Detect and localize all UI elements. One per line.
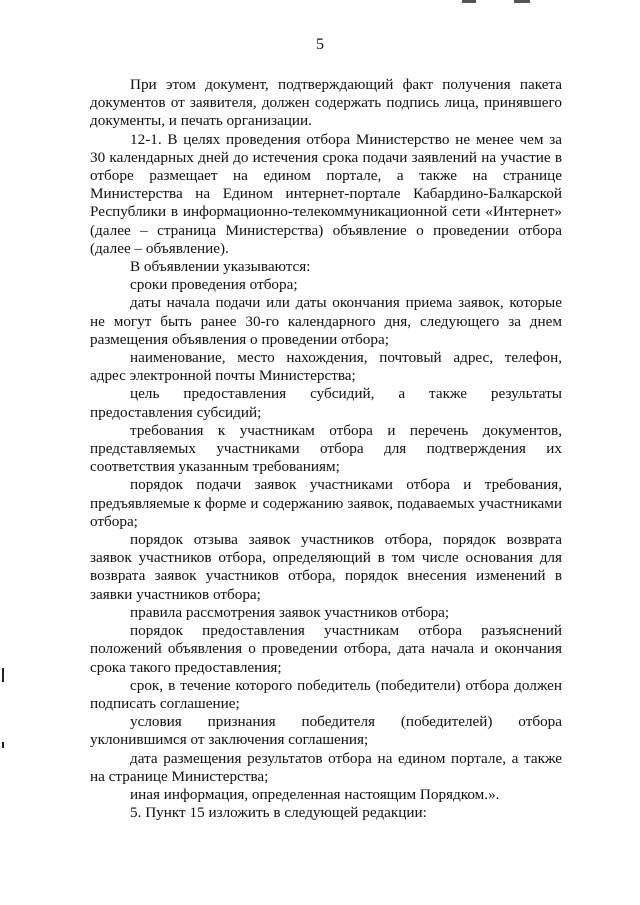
paragraph: требования к участникам отбора и перечень документов, представляемых участниками отбора для подтверждения их соответствия указанным требованиям; — [90, 421, 562, 476]
page-number: 5 — [316, 36, 324, 53]
paragraph: цель предоставления субсидий, а также результаты предоставления субсидий; — [90, 385, 562, 421]
paragraph: правила рассмотрения заявок участников отбора; — [130, 603, 450, 621]
paragraph: порядок отзыва заявок участников отбора, порядок возврата заявок участников отбора, определяющий в том числе основания для возврата заявок участников отбора, порядок внесения изменений в заявки участников отбора; — [90, 531, 562, 603]
paragraph: 5. Пункт 15 изложить в следующей редакции: — [130, 804, 427, 822]
scan-artifact-left-edge — [2, 742, 4, 748]
document-body — [90, 76, 562, 822]
paragraph: порядок подачи заявок участниками отбора и требования, предъявляемые к форме и содержанию заявок, подаваемых участниками отбора; — [90, 476, 562, 530]
paragraph: дата размещения результатов отбора на едином портале, а также на странице Министерства; — [90, 749, 562, 785]
paragraph: условия признания победителя (победителей) отбора уклонившимся от заключения соглашения; — [90, 713, 562, 749]
paragraph: сроки проведения отбора; — [130, 276, 298, 294]
paragraph: срок, в течение которого победитель (победители) отбора должен подписать соглашение; — [90, 676, 562, 712]
scan-artifact-top — [514, 0, 530, 3]
paragraph: порядок предоставления участникам отбора разъяснений положений объявления о проведении отбора, дата начала и окончания срока такого предоставления; — [90, 622, 562, 676]
paragraph: 12-1. В целях проведения отбора Министерство не менее чем за 30 календарных дней до истечения срока подачи заявлений на участие в отборе размещает на едином портале, а также на странице Министерства на Едином интернет-портале Кабардино-Балкарской Республики в информационно-телекоммуникационной сети «Интернет» (далее – страница Министерства) объявление о проведении отбора (далее – объявление). — [90, 130, 562, 257]
scan-artifact-left-edge — [2, 668, 4, 682]
scan-artifact-top — [462, 0, 476, 3]
paragraph: В объявлении указываются: — [130, 258, 311, 276]
paragraph: При этом документ, подтверждающий факт получения пакета документов от заявителя, должен содержать подпись лица, принявшего документы, и печать организации. — [90, 76, 562, 130]
paragraph: наименование, место нахождения, почтовый адрес, телефон, адрес электронной почты Министерства; — [90, 349, 562, 385]
paragraph: даты начала подачи или даты окончания приема заявок, которые не могут быть ранее 30-го календарного дня, следующего за днем размещения объявления о проведении отбора; — [90, 294, 562, 348]
paragraph: иная информация, определенная настоящим Порядком.». — [130, 785, 500, 803]
